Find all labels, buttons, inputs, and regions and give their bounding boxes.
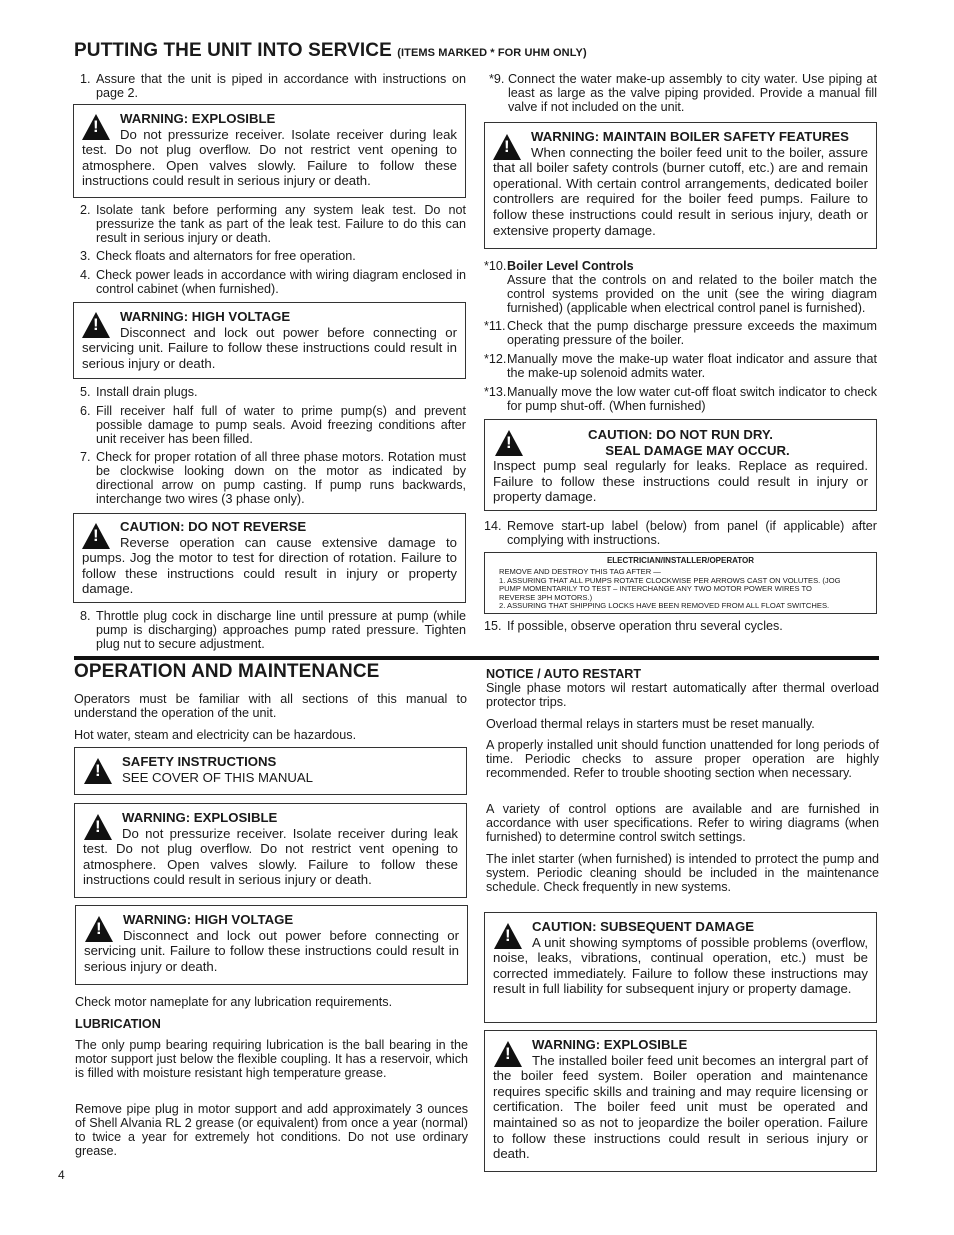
box-text: When connecting the boiler feed unit to the boiler, assure that all boiler safety controls (burner cutoff, etc.) are and remain operational. With certain control arrangements, dedicated boiler controllers are required for the boiler feed pumps. Failure to follow these instructions could result in serious injury, death or extensive property damage.	[493, 144, 868, 238]
list-item	[80, 268, 466, 296]
item-number: *10.	[484, 259, 507, 273]
item-text: Assure that the unit is piped in accordance with instructions on page 2.	[96, 72, 466, 100]
box-title: CAUTION: DO NOT REVERSE	[120, 519, 307, 534]
box-title: WARNING: HIGH VOLTAGE	[120, 309, 291, 324]
item-number: *9.	[489, 72, 505, 86]
item-number: 3.	[80, 249, 91, 263]
item-heading: Boiler Level Controls	[507, 259, 634, 273]
paragraph: A properly installed unit should function unattended for long periods of time. Periodic checks to assure proper operation are highly recommended. Refer to trouble shooting section when necessary.	[486, 738, 879, 780]
paragraph: Overload thermal relays in starters must be reset manually.	[486, 717, 815, 731]
list-item	[80, 385, 466, 399]
list-item	[80, 609, 466, 651]
item-number: 2.	[80, 203, 91, 217]
item-number: 5.	[80, 385, 91, 399]
item-text: Check floats and alternators for free operation.	[96, 249, 356, 263]
item-number: *13.	[484, 385, 507, 399]
item-text: If possible, observe operation thru several cycles.	[507, 619, 783, 633]
item-number: *12.	[484, 352, 507, 366]
title-note: (ITEMS MARKED * FOR UHM ONLY)	[397, 47, 587, 59]
item-text: Isolate tank before performing any system leak test. Do not pressurize the tank as part of the leak test. Failure to do this can result in serious injury or death.	[96, 203, 466, 245]
box-text: Reverse operation can cause extensive damage to pumps. Jog the motor to test for direction of rotation. Failure to follow these instructions could result in injury or property damage.	[82, 534, 457, 597]
item-text: Connect the water make-up assembly to city water. Use piping at least as large as the valve piping provided. Provide a manual fill valve if not included on the unit.	[508, 72, 877, 114]
box-title: WARNING: EXPLOSIBLE	[122, 810, 278, 825]
item-text: Install drain plugs.	[96, 385, 198, 399]
paragraph: The only pump bearing requiring lubrication is the ball bearing in the motor support just below the flexible coupling. It has a reservoir, which is filled with moisture resistant high temperature grease.	[75, 1038, 468, 1080]
paragraph: Single phase motors wil restart automatically after thermal overload protector trips.	[486, 681, 879, 709]
warning-box-high-voltage	[73, 302, 466, 379]
box-title: SAFETY INSTRUCTIONS	[122, 754, 277, 769]
box-title: WARNING: EXPLOSIBLE	[120, 111, 276, 126]
page-number: 4	[58, 1168, 65, 1182]
item-number: 6.	[80, 404, 91, 418]
box-title: CAUTION: DO NOT RUN DRY.	[588, 427, 773, 442]
warning-icon	[84, 758, 112, 784]
item-text: Throttle plug cock in discharge line until pressure at pump (while pump is discharging) approaches pump rated pressure. Tighten plug nut to secure adjustment.	[96, 609, 466, 651]
section-title-operation: OPERATION AND MAINTENANCE	[74, 661, 380, 682]
box-text: Inspect pump seal regularly for leaks. Replace as required. Failure to follow these instructions could result in injury or property damage.	[493, 458, 868, 505]
label-line: 2. ASSURING THAT SHIPPING LOCKS HAVE BEEN REMOVED FROM ALL FLOAT SWITCHES.	[499, 601, 830, 611]
item-text: Check that the pump discharge pressure exceeds the maximum operating pressure of the boiler.	[507, 319, 877, 347]
list-item	[80, 72, 466, 100]
item-number: 14.	[484, 519, 502, 533]
list-item	[484, 352, 877, 380]
list-item	[80, 203, 466, 245]
section-title-service	[74, 40, 587, 61]
box-title: WARNING: HIGH VOLTAGE	[123, 912, 294, 927]
box-title: CAUTION: SUBSEQUENT DAMAGE	[532, 919, 755, 934]
warning-box-explosible	[73, 104, 466, 198]
list-item	[80, 450, 466, 506]
item-text: Check for proper rotation of all three phase motors. Rotation must be clockwise looking down on the motor as indicated by directional arrow on pump casting. If pump runs backwards, interchange two wires (3 phase only).	[96, 450, 466, 506]
paragraph: Remove pipe plug in motor support and add approximately 3 ounces of Shell Alvania RL 2 grease (or equivalent) from once a year (normal) to twice a year for extremely hot conditions. Do not use ordinary grease.	[75, 1102, 468, 1158]
list-item	[80, 404, 466, 446]
item-number: 7.	[80, 450, 91, 464]
list-item	[80, 249, 466, 263]
item-number: *11.	[484, 319, 506, 333]
item-text: Manually move the low water cut-off float switch indicator to check for pump shut-off. (When furnished)	[507, 385, 877, 413]
notice-heading: NOTICE / AUTO RESTART	[486, 667, 642, 681]
caution-box-subsequent-damage	[484, 912, 877, 1023]
item-text: Assure that the controls on and related to the boiler match the control systems provided on the unit (see the wiring diagram furnished) (applicable when electrical control panel is furnished).	[507, 273, 877, 315]
item-text: Fill receiver half full of water to prime pump(s) and prevent possible damage to pump seals. Avoid freezing conditions after unit receiver has been filled.	[96, 404, 466, 446]
label-line: REMOVE AND DESTROY THIS TAG AFTER —	[499, 567, 661, 577]
paragraph: Check motor nameplate for any lubrication requirements.	[75, 995, 393, 1009]
paragraph: A variety of control options are available and are furnished in accordance with user specifications. Refer to wiring diagrams (when furnished) to determine control switch settings.	[486, 802, 879, 844]
warning-box-high-voltage	[75, 905, 468, 985]
warning-box-explosible-operation	[484, 1030, 877, 1172]
paragraph: Operators must be familiar with all sections of this manual to understand the operation of the unit.	[74, 692, 467, 720]
warning-box-explosible	[74, 803, 467, 898]
box-text: Do not pressurize receiver. Isolate receiver during leak test. Do not plug overflow. Do not restrict vent opening to atmosphere. Open valves slowly. Failure to follow these instructions could result in serious injury or death.	[83, 825, 458, 888]
paragraph: Hot water, steam and electricity can be hazardous.	[74, 728, 357, 742]
box-text: Disconnect and lock out power before connecting or servicing unit. Failure to follow these instructions could result in serious injury or death.	[84, 927, 459, 974]
box-title: WARNING: MAINTAIN BOILER SAFETY FEATURES	[531, 129, 849, 144]
caution-box-reverse	[73, 513, 466, 603]
box-text: A unit showing symptoms of possible problems (overflow, noise, leaks, vibrations, continual operation, etc.) must be corrected immediately. Failure to follow these instructions may result in full liability for subsequent injury or property damage.	[493, 934, 868, 997]
box-title: WARNING: EXPLOSIBLE	[532, 1037, 688, 1052]
box-text: SEE COVER OF THIS MANUAL	[122, 769, 314, 785]
lubrication-heading: LUBRICATION	[75, 1017, 161, 1031]
list-item	[484, 519, 877, 547]
section-divider	[74, 656, 879, 660]
paragraph: The inlet starter (when furnished) is intended to prrotect the pump and system. Periodic cleaning should be included in the maintenance schedule. Check frequently in new systems.	[486, 852, 879, 894]
list-item	[484, 385, 877, 413]
box-text: The installed boiler feed unit becomes an intergral part of the boiler feed system. Boiler operation and maintenance requires specific skills and training and may require licensing or certification. The boiler feed unit must be operated and maintained so as not to jeopardize the boiler operation. Failure to follow these instructions could result in serious injury or death.	[493, 1052, 868, 1162]
startup-label	[484, 552, 877, 614]
title-text: PUTTING THE UNIT INTO SERVICE	[74, 40, 392, 61]
box-text: Do not pressurize receiver. Isolate receiver during leak test. Do not plug overflow. Do not restrict vent opening to atmosphere. Open valves slowly. Failure to follow these instructions could result in serious injury or death.	[82, 126, 457, 189]
list-item	[484, 619, 877, 633]
box-text: Disconnect and lock out power before connecting or servicing unit. Failure to follow these instructions could result in serious injury or death.	[82, 324, 457, 371]
caution-box-run-dry	[484, 419, 877, 511]
item-number: 15.	[484, 619, 502, 633]
list-item	[489, 72, 877, 114]
warning-box-boiler-safety	[484, 122, 877, 249]
item-text: Manually move the make-up water float indicator and assure that the make-up solenoid admits water.	[507, 352, 877, 380]
item-number: 4.	[80, 268, 91, 282]
box-subtitle: SEAL DAMAGE MAY OCCUR.	[605, 442, 790, 458]
list-item	[484, 319, 877, 347]
item-number: 8.	[80, 609, 91, 623]
item-text: Check power leads in accordance with wiring diagram enclosed in control cabinet (when furnished).	[96, 268, 466, 296]
label-line: 1. ASSURING THAT ALL PUMPS ROTATE CLOCKWISE PER ARROWS CAST ON VOLUTES. (JOG PUMP MOMENTARILY TO TEST – INTERCHANGE ANY TWO MOTOR POWER WIRES TO REVERSE 3PH MOTORS.)	[499, 575, 841, 602]
item-text: Remove start-up label (below) from panel (if applicable) after complying with instructions.	[507, 519, 877, 547]
label-header: ELECTRICIAN/INSTALLER/OPERATOR	[606, 556, 755, 565]
list-item	[484, 259, 877, 315]
safety-instructions-box	[74, 747, 467, 795]
item-number: 1.	[80, 72, 91, 86]
